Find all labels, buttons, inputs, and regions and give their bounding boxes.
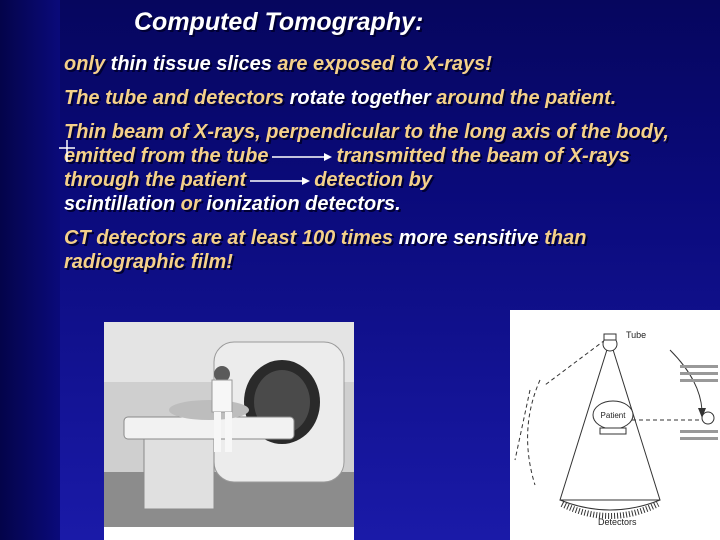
bullet-list (64, 52, 704, 284)
bullet-2-part-2: rotate together (289, 87, 437, 109)
patient-label: Patient (600, 411, 626, 420)
bullet-4-part-2: more sensitive (398, 227, 539, 249)
ct-scanner-photo (104, 322, 354, 540)
bullet-3 (64, 120, 704, 216)
bullet-3-part-1: Thin beam of X-rays, perpendicular to the long axis of the body, emitted from the tube (64, 121, 669, 167)
bullet-2 (64, 86, 704, 110)
bullet-3-part-2: transmitted the beam of X-rays through the patient (64, 145, 630, 191)
bullet-1 (64, 52, 704, 76)
bullet-3-part-5: or (175, 193, 207, 215)
crosshair-icon (59, 140, 75, 162)
slide-left-band (0, 0, 60, 540)
bullet-3-part-4: scintillation (64, 193, 176, 215)
bullet-1-part-3: are exposed to X-rays! (277, 53, 492, 75)
arrow-icon (246, 176, 314, 186)
bullet-1-part-2: thin tissue slices (105, 53, 278, 75)
bullet-4-part-1: CT detectors are at least 100 times (64, 227, 399, 249)
arrow-icon (268, 152, 336, 162)
ct-geometry-diagram (510, 310, 720, 540)
bullet-4-part-3: than radiographic film! (64, 227, 587, 273)
slide-title: Computed Tomography: (134, 8, 424, 36)
bullet-1-part-1: only (64, 53, 106, 75)
bullet-2-part-3: around the patient. (436, 87, 617, 109)
bullet-2-part-1: The tube and detectors (64, 87, 290, 109)
bullet-4 (64, 226, 704, 274)
tube-label: Tube (626, 330, 647, 340)
detectors-label: Detectors (598, 517, 637, 527)
bullet-3-part-6: ionization detectors. (206, 193, 401, 215)
bullet-3-part-3: detection by (314, 169, 432, 191)
